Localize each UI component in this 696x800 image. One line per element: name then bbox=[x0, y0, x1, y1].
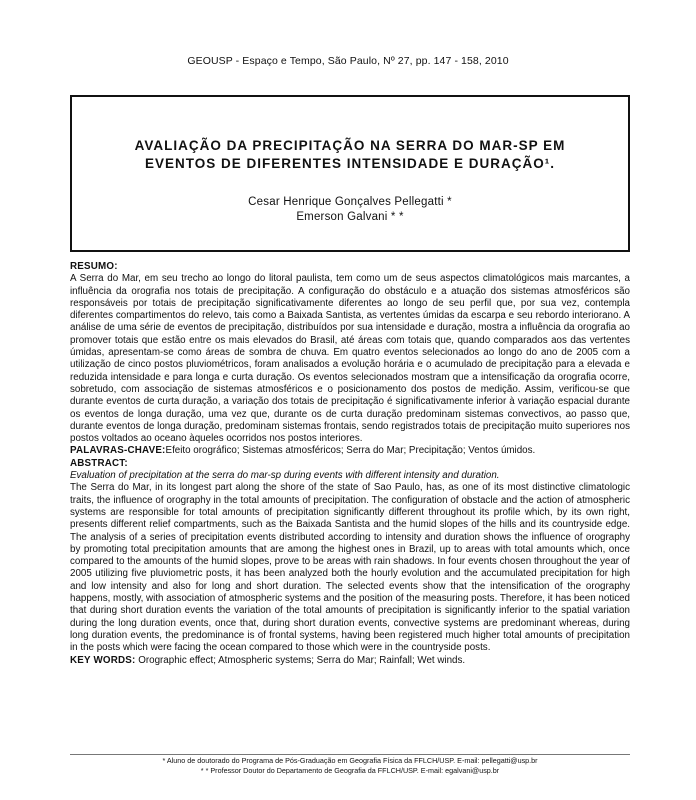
palavras-chave-text: Efeito orográfico; Sistemas atmosféricos; Serra do Mar; Precipitação; Ventos úmidos. bbox=[165, 445, 536, 457]
authors bbox=[72, 195, 628, 225]
palavras-chave bbox=[70, 445, 630, 457]
author-1: Cesar Henrique Gonçalves Pellegatti * bbox=[248, 196, 452, 208]
abstract-label: ABSTRACT: bbox=[70, 457, 128, 469]
article-content bbox=[70, 261, 630, 667]
resumo-label: RESUMO: bbox=[70, 261, 118, 272]
footnote-2: * * Professor Doutor do Departamento de Geografia da FFLCH/USP. E-mail: egalvani@usp.br bbox=[200, 765, 500, 775]
title-line-1: AVALIAÇÃO DA PRECIPITAÇÃO NA SERRA DO MAR-SP EM bbox=[134, 138, 566, 153]
abstract-text: The Serra do Mar, in its longest part along the shore of the state of Sao Paulo, has, as one of its most distinctive climatologic traits, the influence of orography in the total amounts of precipitation. The configuration of obstacle and the action of atmospheric systems are responsible for total amounts of precipitation significantly different throughout its profile which, by its own right, presents different relief compartments, such as the Baixada Santista and the humid slopes of the hills and its countryside edge. The analysis of a series of precipitation events distributed according to intensity and duration shows the influence of orography by promoting total precipitation amounts that are among the highest ones in Brazil, up to areas with total amounts which, once compared to the amounts of the humid slopes, prove to be areas with rain shadows. In four events chosen throughout the year of 2005 utilizing five pluviometric posts, it has been analyzed both the hourly evolution and the accumulated precipitation for high and low intensity and also for long and short duration. The selected events show that the intensification of the orography happens, mostly, with association of atmospheric systems and the position of the measuring posts. Therefore, it has been noticed that during short duration events the variation of the total amounts of precipitation is significantly inferior to the spatial variation during the long duration events, once that, during short duration events, convective systems are predominant whereas, during long duration events, the predominance is of frontal systems, having been registered much higher total amounts of precipitation in the posts which were facing the ocean compared to those which were in the countryside posts. bbox=[70, 482, 630, 654]
key-words bbox=[70, 655, 630, 667]
article-title bbox=[72, 137, 628, 173]
author-2: Emerson Galvani * * bbox=[296, 211, 404, 223]
journal-header: GEOUSP - Espaço e Tempo, São Paulo, Nº 27, pp. 147 - 158, 2010 bbox=[187, 55, 509, 67]
title-line-2: EVENTOS DE DIFERENTES INTENSIDADE E DURAÇÃO¹. bbox=[144, 156, 556, 171]
title-box bbox=[70, 95, 630, 252]
palavras-chave-label: PALAVRAS-CHAVE: bbox=[70, 445, 166, 457]
resumo-text: A Serra do Mar, em seu trecho ao longo do litoral paulista, tem como um de seus aspectos climatológicos mais marcantes, a influência da orografia nos totais de precipitação. A configuração do obstáculo e a atuação dos sistemas atmosféricos são responsáveis por totais de precipitação significativamente diferentes ao longo de seu perfil que, por sua vez, contempla diferentes compartimentos do relevo, tais como a Baixada Santista, as vertentes úmidas da escarpa e seu rebordo interiorano. A análise de uma série de eventos de precipitação, distribuídos por sua intensidade e duração, mostra a influência da orografia ao promover totais que estão entre os mais elevados do Brasil, até áreas com totais que, quando comparados aos das vertentes úmidas, apresentam-se como áreas de sombra de chuva. Em quatro eventos selecionados ao longo do ano de 2005 com a utilização de cinco postos pluviométricos, foram analisados a evolução horária e o acumulado de precipitação para a elevada e reduzida intensidade e para longa e curta duração. Os eventos selecionados mostram que a intensificação da orografia ocorre, sobretudo, com associação de sistemas atmosféricos e o posicionamento dos postos de medição. Assim, verificou-se que durante eventos de curta duração, a variação dos totais de precipitação é significativamente inferior à variação espacial durante os eventos de longa duração, uma vez que, durante os de curta duração predominam sistemas convectivos, ao passo que, durante eventos de longa duração, predominam sistemas frontais, sendo registrados totais de precipitação muito superiores nos postos voltados ao oceano àqueles ocorridos nos postos interiores. bbox=[70, 273, 630, 445]
key-words-text: Orographic effect; Atmospheric systems; Serra do Mar; Rainfall; Wet winds. bbox=[138, 654, 466, 666]
footnotes bbox=[70, 754, 630, 775]
key-words-label: KEY WORDS: bbox=[70, 654, 136, 666]
abstract-title: Evaluation of precipitation at the serra do mar-sp during events with different intensity and duration. bbox=[70, 470, 500, 482]
footnote-1: * Aluno de doutorado do Programa de Pós-Graduação em Geografia Física da FFLCH/USP. E-mail: pellegatti@usp.br bbox=[162, 756, 538, 765]
